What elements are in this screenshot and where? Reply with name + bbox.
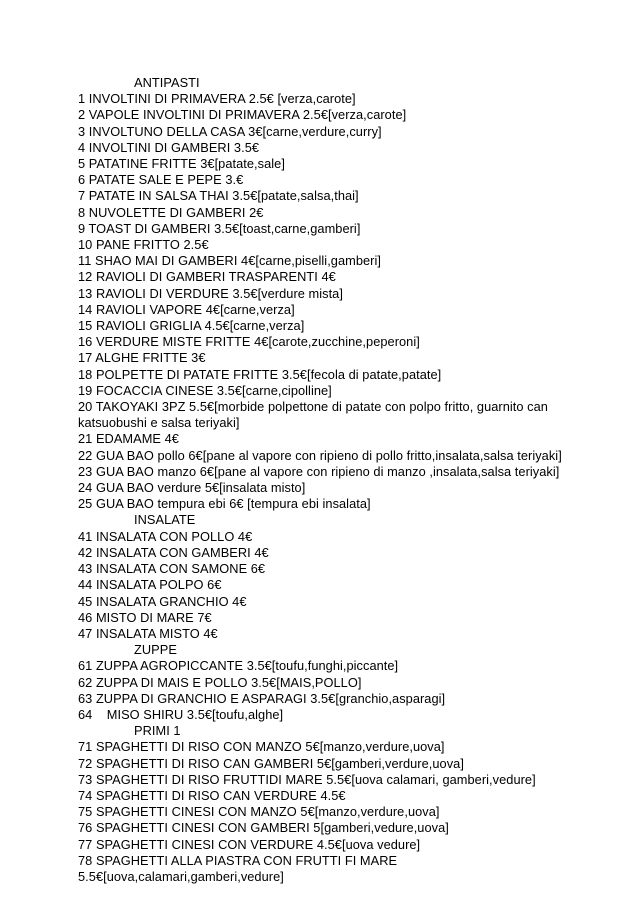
- menu-item: 74 SPAGHETTI DI RISO CAN VERDURE 4.5€: [78, 787, 346, 803]
- menu-item: 22 GUA BAO pollo 6€[pane al vapore con ripieno di pollo fritto,insalata,salsa teriyaki]: [78, 447, 562, 463]
- menu-item: 23 GUA BAO manzo 6€[pane al vapore con ripieno di manzo ,insalata,salsa teriyaki]: [78, 463, 560, 479]
- menu-item: 42 INSALATA CON GAMBERI 4€: [78, 544, 269, 560]
- menu-item: 63 ZUPPA DI GRANCHIO E ASPARAGI 3.5€[granchio,asparagi]: [78, 690, 446, 706]
- menu-item: 62 ZUPPA DI MAIS E POLLO 3.5€[MAIS,POLLO]: [78, 674, 362, 690]
- menu-item: 75 SPAGHETTI CINESI CON MANZO 5€[manzo,verdure,uova]: [78, 804, 440, 820]
- menu-item: 77 SPAGHETTI CINESI CON VERDURE 4.5€[uova vedure]: [78, 836, 421, 852]
- menu-item: 15 RAVIOLI GRIGLIA 4.5€[carne,verza]: [78, 318, 305, 334]
- menu-item: 71 SPAGHETTI DI RISO CON MANZO 5€[manzo,verdure,uova]: [78, 739, 445, 755]
- menu-item: 13 RAVIOLI DI VERDURE 3.5€[verdure mista]: [78, 285, 343, 301]
- menu-item: 41 INSALATA CON POLLO 4€: [78, 528, 253, 544]
- menu-item: 1 INVOLTINI DI PRIMAVERA 2.5€ [verza,carote]: [78, 91, 356, 107]
- menu-section-heading: PRIMI 1: [134, 723, 181, 739]
- menu-item: 14 RAVIOLI VAPORE 4€[carne,verza]: [78, 301, 295, 317]
- menu-item: 18 POLPETTE DI PATATE FRITTE 3.5€[fecola di patate,patate]: [78, 366, 442, 382]
- menu-item-continuation: katsuobushi e salsa teriyaki]: [78, 415, 240, 431]
- menu-item: 4 INVOLTINI DI GAMBERI 3.5€: [78, 139, 260, 155]
- menu-item: 11 SHAO MAI DI GAMBERI 4€[carne,piselli,gamberi]: [78, 253, 381, 269]
- menu-item-continuation: 5.5€[uova,calamari,gamberi,vedure]: [78, 868, 284, 884]
- menu-section-heading: ANTIPASTI: [134, 75, 200, 90]
- menu-item: 8 NUVOLETTE DI GAMBERI 2€: [78, 204, 264, 220]
- menu-item: 2 VAPOLE INVOLTINI DI PRIMAVERA 2.5€[verza,carote]: [78, 107, 407, 123]
- menu-item: 47 INSALATA MISTO 4€: [78, 625, 218, 641]
- menu-item: 5 PATATINE FRITTE 3€[patate,sale]: [78, 156, 285, 172]
- menu-item: 20 TAKOYAKI 3PZ 5.5€[morbide polpettone di patate con polpo fritto, guarnito can: [78, 399, 548, 415]
- menu-item: 73 SPAGHETTI DI RISO FRUTTIDI MARE 5.5€[uova calamari, gamberi,vedure]: [78, 771, 536, 787]
- menu-item: 10 PANE FRITTO 2.5€: [78, 237, 209, 253]
- menu-item: 25 GUA BAO tempura ebi 6€ [tempura ebi insalata]: [78, 496, 371, 512]
- menu-item: 72 SPAGHETTI DI RISO CAN GAMBERI 5€[gamberi,verdure,uova]: [78, 755, 464, 771]
- menu-item: 43 INSALATA CON SAMONE 6€: [78, 561, 266, 577]
- menu-item: 64 MISO SHIRU 3.5€[toufu,alghe]: [78, 706, 284, 722]
- menu-item: 17 ALGHE FRITTE 3€: [78, 350, 206, 366]
- menu-item: 6 PATATE SALE E PEPE 3.€: [78, 172, 244, 188]
- menu-item: 19 FOCACCIA CINESE 3.5€[carne,cipolline]: [78, 382, 332, 398]
- menu-item: 78 SPAGHETTI ALLA PIASTRA CON FRUTTI FI MARE: [78, 852, 398, 868]
- menu-item: 45 INSALATA GRANCHIO 4€: [78, 593, 247, 609]
- menu-item: 61 ZUPPA AGROPICCANTE 3.5€[toufu,funghi,piccante]: [78, 658, 399, 674]
- menu-item: 3 INVOLTUNO DELLA CASA 3€[carne,verdure,curry]: [78, 123, 382, 139]
- menu-line-list: [0, 75, 640, 885]
- menu-item: 76 SPAGHETTI CINESI CON GAMBERI 5[gamberi,vedure,uova]: [78, 820, 449, 836]
- menu-item: 21 EDAMAME 4€: [78, 431, 179, 447]
- menu-item: 16 VERDURE MISTE FRITTE 4€[carote,zucchine,peperoni]: [78, 334, 420, 350]
- menu-item: 46 MISTO DI MARE 7€: [78, 609, 212, 625]
- menu-item: 44 INSALATA POLPO 6€: [78, 577, 222, 593]
- menu-section-heading: ZUPPE: [134, 642, 177, 658]
- menu-section-heading: INSALATE: [134, 512, 196, 528]
- menu-item: 7 PATATE IN SALSA THAI 3.5€[patate,salsa,thai]: [78, 188, 359, 204]
- menu-item: 12 RAVIOLI DI GAMBERI TRASPARENTI 4€: [78, 269, 336, 285]
- menu-item: 9 TOAST DI GAMBERI 3.5€[toast,carne,gamberi]: [78, 220, 361, 236]
- menu-item: 24 GUA BAO verdure 5€[insalata misto]: [78, 480, 306, 496]
